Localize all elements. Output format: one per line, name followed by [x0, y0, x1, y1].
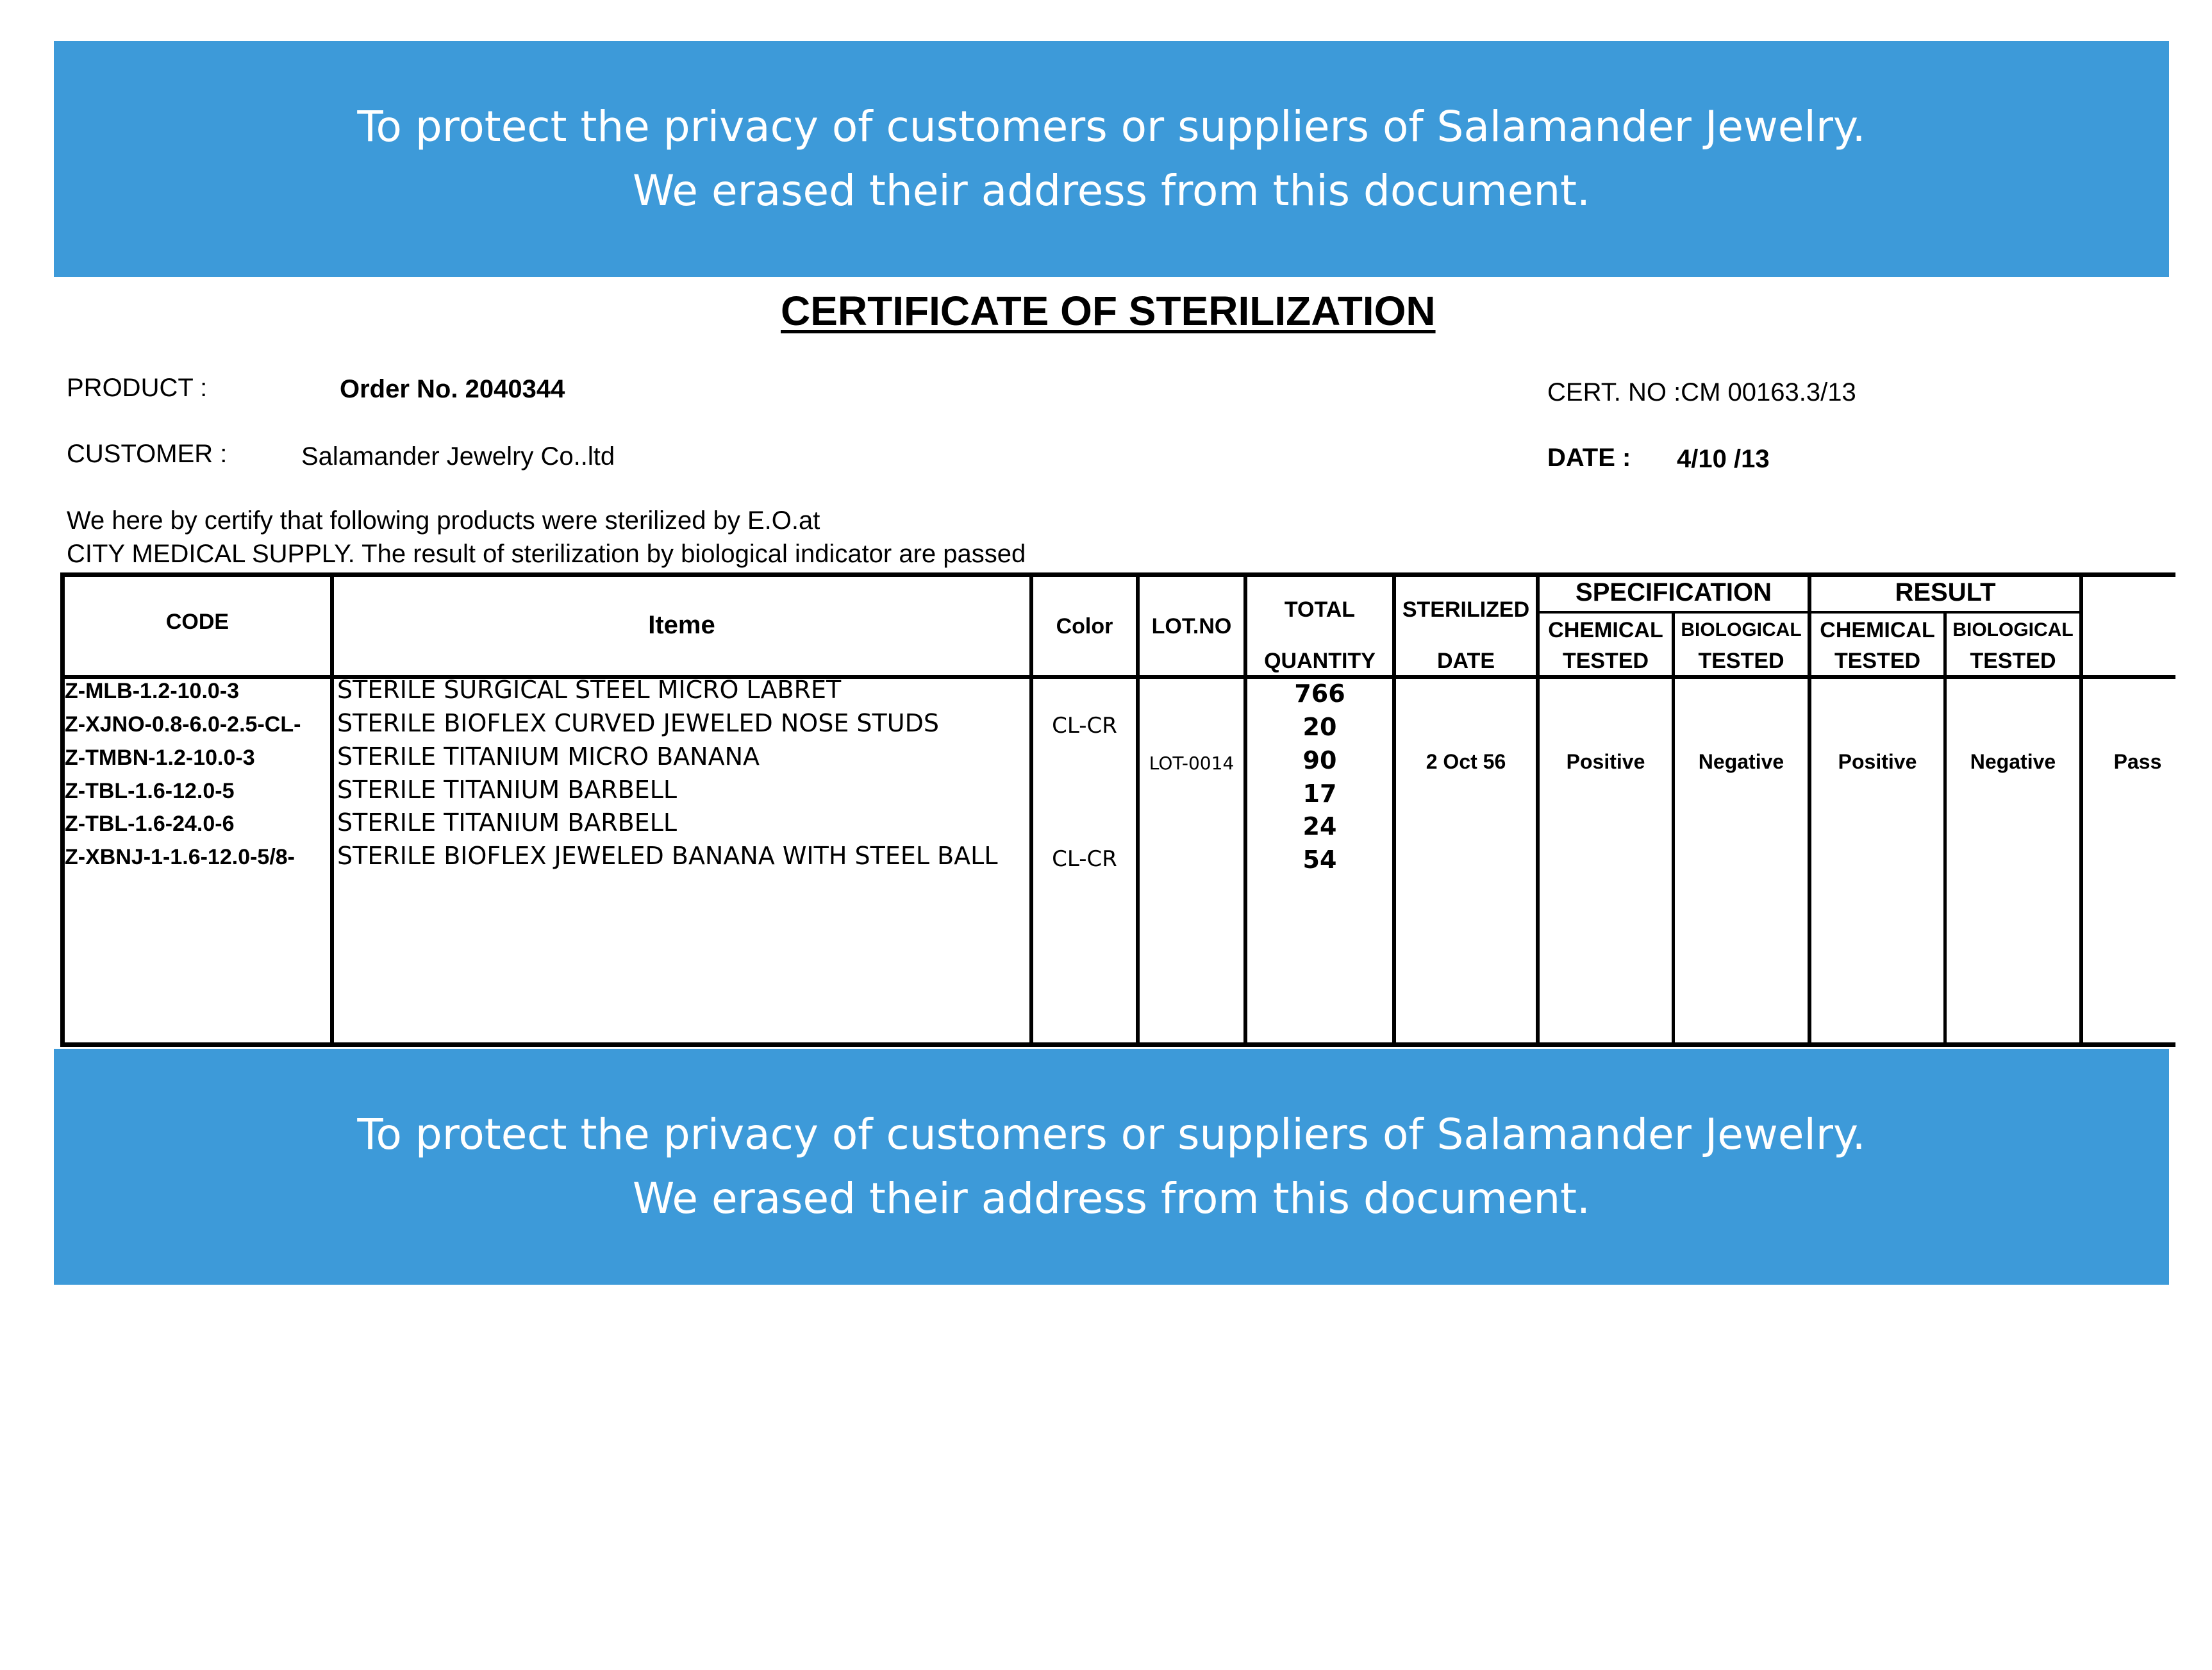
- header-spec-biological-tested: TESTED: [1698, 649, 1784, 673]
- privacy-notice-line-1: To protect the privacy of customers or suppliers of Salamander Jewelry.: [357, 1110, 1866, 1159]
- spec-biological-result: Negative: [1698, 750, 1784, 773]
- table-row-code: Z-TBL-1.6-12.0-5: [65, 779, 235, 803]
- spec-chemical-result: Positive: [1566, 750, 1645, 773]
- privacy-notice-banner-bottom: [54, 1049, 2169, 1285]
- table-row-color: CL-CR: [1052, 846, 1117, 872]
- header-code: CODE: [165, 610, 229, 634]
- table-row-color: CL-CR: [1052, 713, 1117, 739]
- header-result-biological: BIOLOGICAL: [1952, 619, 2074, 640]
- table-row-item: STERILE TITANIUM BARBELL: [337, 776, 678, 804]
- statement-line-1: We here by certify that following products were sterilized by E.O.at: [67, 506, 820, 535]
- table-row-code: Z-XJNO-0.8-6.0-2.5-CL-: [65, 712, 301, 737]
- table-row-item: STERILE TITANIUM BARBELL: [337, 808, 678, 837]
- table-row-quantity: 54: [1302, 846, 1337, 874]
- result-biological-result: Negative: [1970, 750, 2056, 773]
- table-row-quantity: 766: [1294, 680, 1345, 708]
- date-value: 4/10 /13: [1677, 445, 1770, 473]
- order-number: Order No. 2040344: [340, 375, 565, 403]
- table-row-item: STERILE SURGICAL STEEL MICRO LABRET: [337, 676, 842, 704]
- header-result-chemical-tested: TESTED: [1834, 649, 1921, 673]
- document-title: CERTIFICATE OF STERILIZATION: [781, 288, 1436, 334]
- result-chemical-result: Positive: [1838, 750, 1917, 773]
- table-row-quantity: 90: [1302, 746, 1337, 774]
- product-label: PRODUCT :: [67, 374, 208, 402]
- privacy-notice-line-2: We erased their address from this document.: [632, 166, 1591, 215]
- header-color: Color: [1056, 614, 1113, 639]
- header-item: Iteme: [648, 611, 715, 639]
- header-spec-chemical: CHEMICAL: [1548, 618, 1663, 642]
- table-row-item: STERILE BIOFLEX JEWELED BANANA WITH STEEL BALL: [337, 842, 998, 870]
- table-row-code: Z-TMBN-1.2-10.0-3: [65, 746, 255, 770]
- customer-name: Salamander Jewelry Co..ltd: [301, 442, 615, 471]
- table-row-code: Z-XBNJ-1-1.6-12.0-5/8-: [65, 845, 295, 869]
- statement-line-2: CITY MEDICAL SUPPLY. The result of sterilization by biological indicator are passed: [67, 540, 1026, 568]
- cert-number: CERT. NO :CM 00163.3/13: [1547, 378, 1856, 406]
- header-quantity: QUANTITY: [1264, 649, 1376, 673]
- header-sterilized: STERILIZED: [1402, 597, 1530, 622]
- header-result: RESULT: [1895, 578, 1996, 606]
- date-label: DATE :: [1547, 444, 1631, 472]
- header-result-biological-tested: TESTED: [1970, 649, 2056, 673]
- overall-result: Pass: [2113, 750, 2162, 773]
- table-row-quantity: 17: [1302, 780, 1337, 808]
- header-total: TOTAL: [1284, 597, 1356, 622]
- header-date: DATE: [1436, 649, 1495, 673]
- lot-number: LOT-0014: [1149, 753, 1235, 774]
- sterilized-date: 2 Oct 56: [1426, 750, 1506, 773]
- header-result-chemical: CHEMICAL: [1820, 618, 1935, 642]
- table-row-quantity: 24: [1302, 812, 1337, 840]
- header-specification: SPECIFICATION: [1576, 578, 1772, 606]
- header-lot: LOT.NO: [1151, 614, 1232, 639]
- privacy-notice-line-2: We erased their address from this document.: [632, 1174, 1591, 1223]
- code-column: [65, 679, 330, 1038]
- table-row-code: Z-TBL-1.6-24.0-6: [65, 812, 235, 836]
- header-spec-chemical-tested: TESTED: [1562, 649, 1649, 673]
- header-spec-biological: BIOLOGICAL: [1681, 619, 1802, 640]
- privacy-notice-banner-top: [54, 41, 2169, 277]
- table-row-item: STERILE TITANIUM MICRO BANANA: [337, 742, 760, 771]
- table-row-quantity: 20: [1302, 713, 1337, 741]
- table-row-code: Z-MLB-1.2-10.0-3: [65, 679, 240, 703]
- table-row-item: STERILE BIOFLEX CURVED JEWELED NOSE STUDS: [337, 709, 939, 737]
- privacy-notice-line-1: To protect the privacy of customers or suppliers of Salamander Jewelry.: [357, 102, 1866, 151]
- customer-label: CUSTOMER :: [67, 440, 228, 468]
